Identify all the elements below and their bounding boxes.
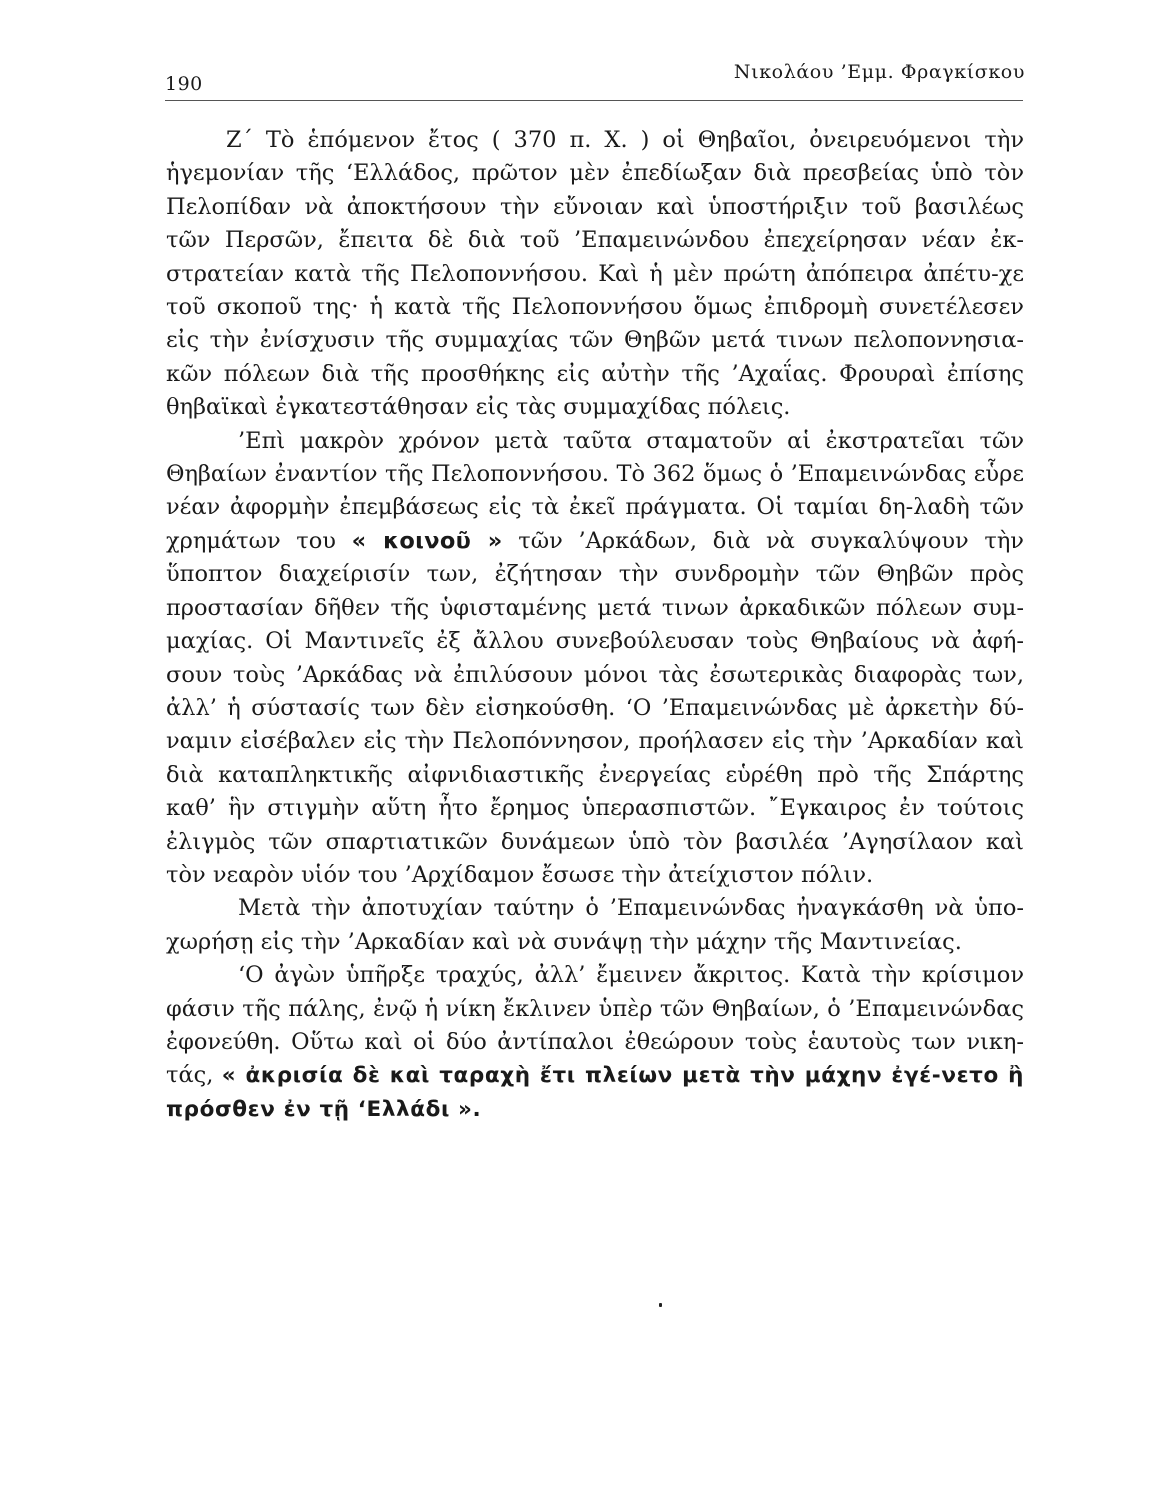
closing-quote: « ἀκρισία δὲ καὶ ταραχὴ ἔτι πλείων μετὰ τὴν μάχην ἐγέ-νετο ἢ πρόσθεν ἐν τῇ ‘Ελλάδι ».	[166, 1063, 1024, 1122]
paragraph-2	[166, 425, 1024, 893]
paragraph-4	[166, 959, 1024, 1126]
koinou-emphasis: « κοινοῦ »	[351, 527, 503, 554]
page-number: 190	[165, 73, 203, 95]
paragraph-4-text: ‘Ο ἀγὼν ὑπῆρξε τραχύς, ἀλλ’ ἔμεινεν ἄκριτος. Κατὰ τὴν κρίσιμον φάσιν τῆς πάλης, ἐνῷ ἡ νίκη ἔκλινεν ὑπὲρ τῶν Θηβαίων, ὁ ’Επαμεινώνδας ἐφονεύθη. Οὕτω καὶ οἱ δύο ἀντίπαλοι ἐθεώρουν τοὺς ἑαυτοὺς των νικη-τάς,	[166, 962, 1024, 1089]
paragraph-1-text: Ζ΄ Τὸ ἑπόμενον ἔτος ( 370 π. Χ. ) οἱ Θηβαῖοι, ὀνειρευόμενοι τὴν ἡγεμονίαν τῆς ‘Ελλάδος, πρῶτον μὲν ἐπεδίωξαν διὰ πρεσβείας ὑπὸ τὸν Πελοπίδαν νὰ ἀποκτήσουν τὴν εὔνοιαν καὶ ὑποστήριξιν τοῦ βασιλέως τῶν Περσῶν, ἔπειτα δὲ διὰ τοῦ ’Επαμεινώνδου ἐπεχείρησαν νέαν ἐκ-στρατείαν κατὰ τῆς Πελοποννήσου. Καὶ ἡ μὲν πρώτη ἀπόπειρα ἀπέτυ-χε τοῦ σκοποῦ της· ἡ κατὰ τῆς Πελοποννήσου ὅμως ἐπιδρομὴ συνετέλεσεν εἰς τὴν ἐνίσχυσιν τῆς συμμαχίας τῶν Θηβῶν μετά τινων πελοποννησια-κῶν πόλεων διὰ τῆς προσθήκης εἰς αὐτὴν τῆς ’Αχαΐας. Φρουραὶ ἐπίσης θηβαϊκαὶ ἐγκατεστάθησαν εἰς τὰς συμμαχίδας πόλεις.	[166, 127, 1024, 421]
paragraph-2-text-a: ’Επὶ μακρὸν χρόνον μετὰ ταῦτα σταματοῦν αἱ ἐκστρατεῖαι τῶν Θηβαίων ἐναντίον τῆς Πελοποννήσου. Τὸ 362 ὅμως ὁ ’Επαμεινώνδας εὗρε νέαν ἀφορμὴν ἐπεμβάσεως εἰς τὰ ἐκεῖ πράγματα. Οἱ ταμίαι δη-λαδὴ τῶν χρημάτων του	[166, 427, 1024, 554]
paragraph-3	[166, 892, 1024, 959]
running-title: Νικολάου ’Εμμ. Φραγκίσκου	[733, 61, 1025, 83]
paragraph-1	[166, 124, 1024, 425]
page-header	[165, 55, 1025, 95]
paragraph-3-text: Μετὰ τὴν ἀποτυχίαν ταύτην ὁ ’Επαμεινώνδας ἠναγκάσθη νὰ ὑπο-χωρήσῃ εἰς τὴν ’Αρκαδίαν καὶ νὰ συνάψῃ τὴν μάχην τῆς Μαντινείας.	[166, 895, 1024, 955]
ink-speck	[659, 1303, 662, 1307]
body-text	[166, 124, 1024, 1126]
header-rule	[165, 100, 1023, 101]
paragraph-2-text-b: τῶν ’Αρκάδων, διὰ νὰ συγκαλύψουν τὴν ὕποπτον διαχείρισίν των, ἐζήτησαν τὴν συνδρομὴν τῶν Θηβῶν πρὸς προστασίαν δῆθεν τῆς ὑφισταμένης μετά τινων ἀρκαδικῶν πόλεων συμ-μαχίας. Οἱ Μαντινεῖς ἐξ ἄλλου συνεβούλευσαν τοὺς Θηβαίους νὰ ἀφή-σουν τοὺς ’Αρκάδας νὰ ἐπιλύσουν μόνοι τὰς ἐσωτερικὰς διαφορὰς των, ἀλλ’ ἡ σύστασίς των δὲν εἰσηκούσθη. ‘Ο ’Επαμεινώνδας μὲ ἀρκετὴν δύ-ναμιν εἰσέβαλεν εἰς τὴν Πελοπόννησον, προήλασεν εἰς τὴν ’Αρκαδίαν καὶ διὰ καταπληκτικῆς αἰφνιδιαστικῆς ἐνεργείας εὑρέθη πρὸ τῆς Σπάρτης καθ’ ἣν στιγμὴν αὕτη ἦτο ἔρημος ὑπερασπιστῶν. ῎Εγκαιρος ἐν τούτοις ἐλιγμὸς τῶν σπαρτιατικῶν δυνάμεων ὑπὸ τὸν βασιλέα ’Αγησίλαον καὶ τὸν νεαρὸν υἱόν του ’Αρχίδαμον ἔσωσε τὴν ἀτείχιστον πόλιν.	[166, 527, 1024, 888]
